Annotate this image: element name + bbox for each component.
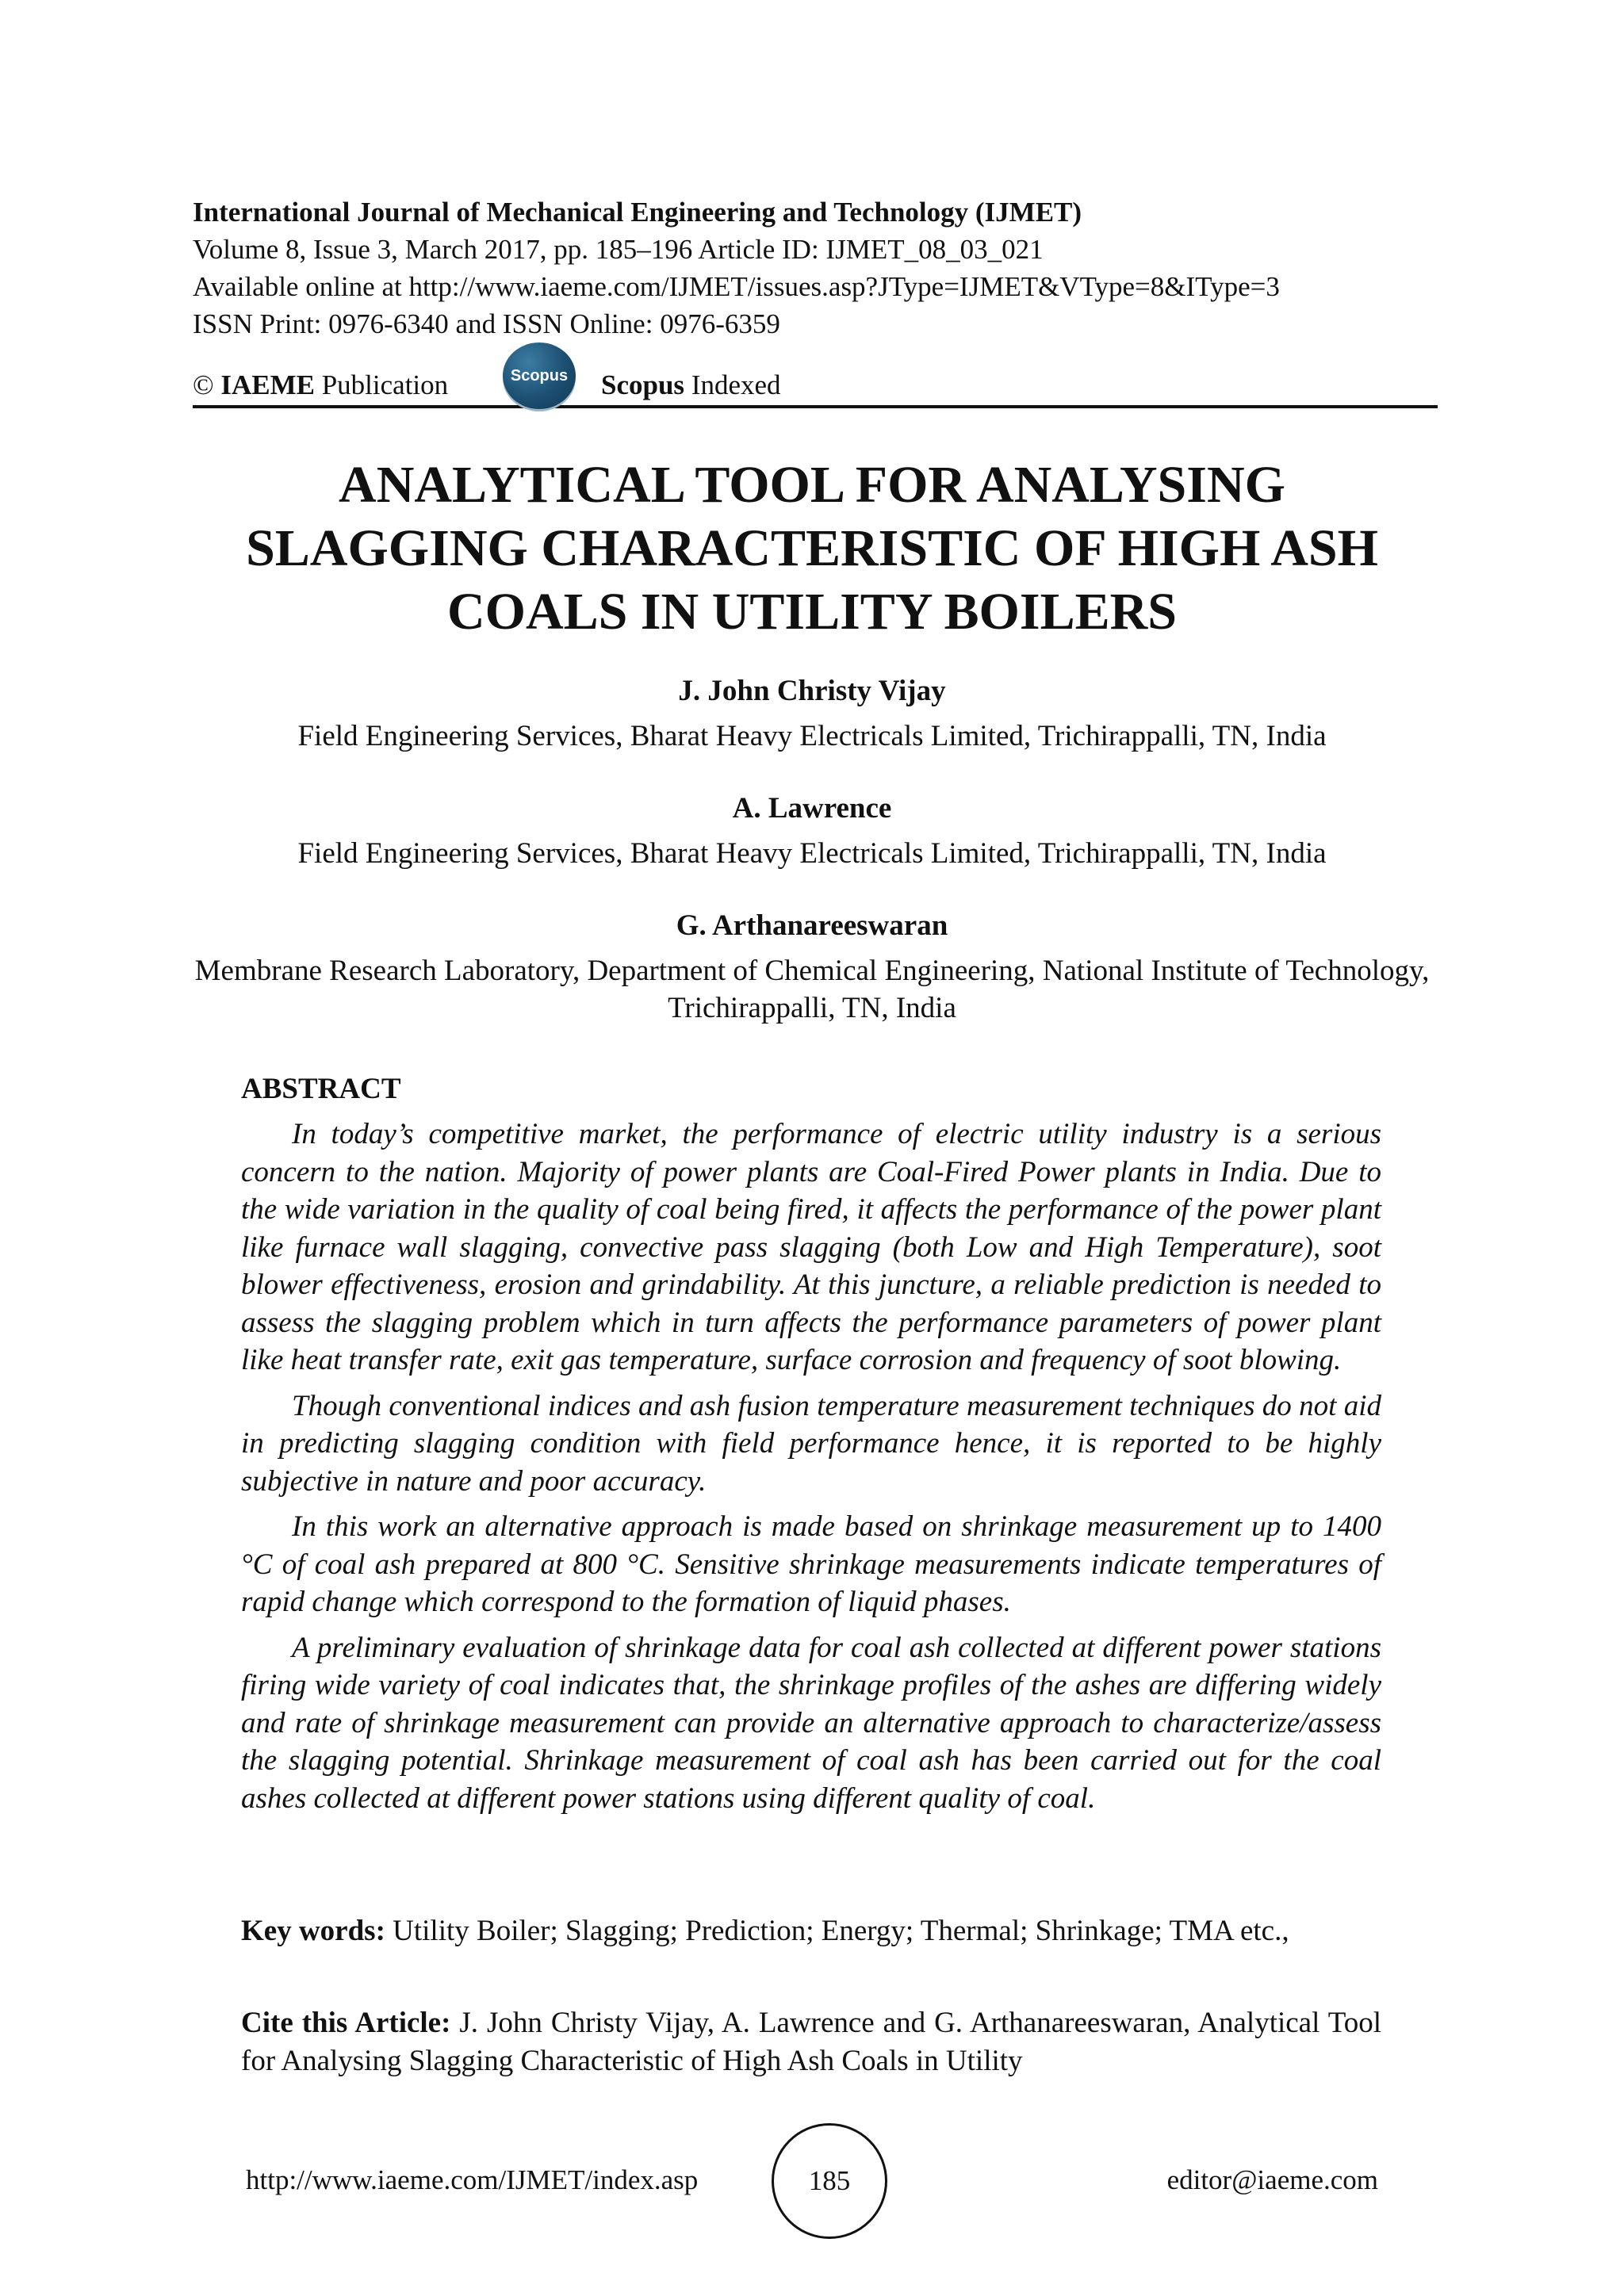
- footer-email[interactable]: editor@iaeme.com: [1166, 2164, 1378, 2195]
- publisher-suffix: Publication: [321, 369, 449, 400]
- author-affiliation: Membrane Research Laboratory, Department of Chemical Engineering, National Institute of Technology, Trichirappalli, TN, India: [194, 955, 1430, 1024]
- abstract-paragraph: A preliminary evaluation of shrinkage data for coal ash collected at different power stations firing wide variety of coal indicates that, the shrinkage profiles of the ashes are differing widely and rate of shrinkage measurement can provide an alternative approach to characterize/assess the slagging potential. Shrinkage measurement of coal ash has been carried out for the coal ashes collected at different power stations using different quality of coal.: [241, 1631, 1381, 1815]
- author-affiliation: Field Engineering Services, Bharat Heavy Electricals Limited, Trichirappalli, TN, India: [297, 720, 1327, 752]
- scopus-name: Scopus: [601, 369, 685, 400]
- abstract-section: [241, 1072, 1381, 1825]
- abstract-heading: ABSTRACT: [241, 1073, 401, 1105]
- page-number: [772, 2123, 887, 2239]
- keywords: [241, 1912, 1381, 1950]
- citation: [241, 2004, 1381, 2080]
- page-number-text: 185: [808, 2165, 851, 2196]
- keywords-text: Utility Boiler; Slagging; Prediction; Energy; Thermal; Shrinkage; TMA etc.,: [393, 1915, 1289, 1947]
- scopus-logo-icon: [503, 342, 576, 409]
- issn-line: ISSN Print: 0976-6340 and ISSN Online: 0976-6359: [193, 308, 780, 339]
- paper-title: ANALYTICAL TOOL FOR ANALYSING SLAGGING CHARACTERISTIC OF HIGH ASH COALS IN UTILITY BOILERS: [246, 456, 1378, 641]
- citation-text: J. John Christy Vijay, A. Lawrence and G. Arthanareeswaran, Analytical Tool for Analysing Slagging Characteristic of High Ash Coals in Utility: [241, 2007, 1381, 2077]
- abstract-paragraph: In this work an alternative approach is made based on shrinkage measurement up to 1400 °C of coal ash prepared at 800 °C. Sensitive shrinkage measurements indicate temperatures of rapid change which correspond to the formation of liquid phases.: [241, 1510, 1381, 1618]
- publisher-credit: [193, 369, 448, 401]
- abstract-paragraph: In today’s competitive market, the performance of electric utility industry is a serious concern to the nation. Majority of power plants are Coal-Fired Power plants in India. Due to the wide variation in the quality of coal being fired, it affects the performance of the power plant like furnace wall slagging, convective pass slagging (both Low and High Temperature), soot blower effectiveness, erosion and grindability. At this juncture, a reliable prediction is needed to assess the slagging problem which in turn affects the performance parameters of power plant like heat transfer rate, exit gas temperature, surface corrosion and frequency of soot blowing.: [241, 1118, 1381, 1376]
- author-block-1: [159, 672, 1465, 755]
- author-affiliation: Field Engineering Services, Bharat Heavy Electricals Limited, Trichirappalli, TN, India: [297, 837, 1327, 870]
- online-availability-line: Available online at http://www.iaeme.com/IJMET/issues.asp?JType=IJMET&VType=8&IType=3: [193, 271, 1280, 302]
- scopus-logo-text: Scopus: [510, 366, 569, 385]
- publication-row: [193, 362, 1438, 408]
- author-name: J. John Christy Vijay: [678, 675, 946, 707]
- author-name: A. Lawrence: [732, 792, 892, 825]
- copyright-symbol: ©: [193, 369, 214, 400]
- keywords-label: Key words:: [241, 1915, 385, 1947]
- indexed-word: Indexed: [691, 369, 781, 400]
- journal-name: International Journal of Mechanical Engineering and Technology (IJMET): [193, 197, 1082, 228]
- scopus-indexed-label: [601, 369, 781, 401]
- footer-url[interactable]: http://www.iaeme.com/IJMET/index.asp: [246, 2164, 699, 2195]
- publisher-name: IAEME: [220, 369, 315, 400]
- author-name: G. Arthanareeswaran: [676, 909, 948, 942]
- journal-header: [193, 193, 1438, 342]
- citation-label: Cite this Article:: [241, 2007, 451, 2039]
- volume-line: Volume 8, Issue 3, March 2017, pp. 185–196 Article ID: IJMET_08_03_021: [193, 234, 1044, 265]
- author-block-2: [159, 790, 1465, 872]
- author-block-3: [159, 907, 1465, 1027]
- abstract-paragraph: Though conventional indices and ash fusion temperature measurement techniques do not aid in predicting slagging condition with field performance hence, it is reported to be highly subjective in nature and poor accuracy.: [241, 1389, 1381, 1498]
